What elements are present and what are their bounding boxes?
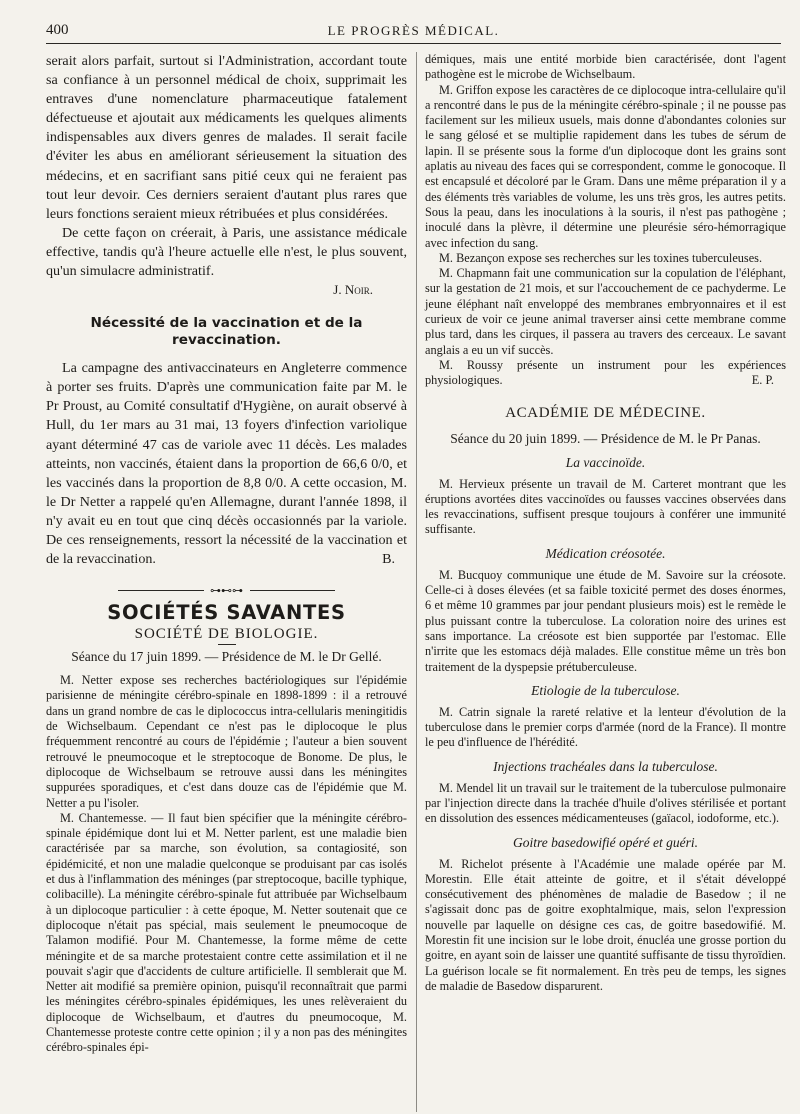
- page-number: 400: [46, 22, 69, 38]
- right-column: [416, 52, 786, 1112]
- goitre-paragraph: M. Richelot présente à l'Académie une malade opérée par M. Morestin. Elle était atteinte de goitre, et il s'était développé consécutivement des phénomènes de maladie de Basedow ; il ne s'agissait donc pas de goitre exophtalmique, mais, selon l'expression nouvelle par laquelle on désigne ces cas, de goitre basedowifié. M. Morestin fit une incision sur le lobe droit, énucléa une grosse portion du goitre, en ayant soin de laisser une quantité suffisante de tissu thyroïdien. La guérison locale se fit normalement. En très peu de temps, les signes de maladie de Basedow disparurent.: [425, 856, 786, 993]
- etiologie-paragraph: M. Catrin signale la rareté relative et la lenteur d'évolution de la tuberculose dans le premier corps d'armée (nord de la France). Il montre le peu d'influence de l'hérédité.: [425, 704, 786, 750]
- academy-session-line: Séance du 20 juin 1899. — Présidence de M. le Pr Panas.: [450, 430, 761, 446]
- roussy-text: M. Roussy présente un instrument pour les expériences physiologiques.: [425, 357, 786, 388]
- bezancon-paragraph: M. Bezançon expose ses recherches sur les toxines tuberculeuses.: [439, 250, 763, 265]
- roussy-signature: E. P.: [751, 373, 774, 388]
- assistance-paragraph: De cette façon on créerait, à Paris, une assistance médicale effective, tandis qu'à l'heure actuelle elle n'est, le plus souvent, qu'un simulacre administratif.: [46, 224, 407, 280]
- society-session-line: Séance du 17 juin 1899. — Présidence de M. le Dr Gellé.: [71, 649, 382, 665]
- vaccination-signature: B.: [382, 551, 395, 568]
- injections-paragraph: M. Mendel lit un travail sur le traitement de la tuberculose pulmonaire par l'injection directe dans la trachée d'huile d'olives stérilisée et portant en dissolution des essences médicamenteuses (gaïacol, iodoforme, etc.).: [425, 780, 786, 826]
- continuation-paragraph: démiques, mais une entité morbide bien caractérisée, dont l'agent pathogène est le microbe de Wichselbaum.: [425, 52, 786, 82]
- creosote-paragraph: M. Bucquoy communique une étude de M. Savoire sur la créosote. Celle-ci à doses élevées (et sa faible toxicité permet des doses énormes, 6 et même 10 grammes par jour pendant plusieurs mois) est le remède le plus puissant contre la tuberculose. La coloration noire des urines est sans importance. La créosote est bien supportée par l'estomac. Elle n'irrite que les estomacs déjà malades. Elle constitue même un très bon traitement de la dyspepsie prétuberculeuse.: [425, 567, 786, 674]
- subhead-vaccinoide: La vaccinoïde.: [565, 454, 646, 470]
- society-name: SOCIÉTÉ DE BIOLOGIE.: [134, 626, 319, 643]
- subhead-goitre: Goitre basedowifié opéré et guéri.: [512, 834, 699, 850]
- section-heading: SOCIÉTÉS SAVANTES: [107, 601, 346, 625]
- author-signature: J. Noir.: [333, 282, 373, 298]
- left-column: [46, 52, 407, 1112]
- running-title: LE PROGRÈS MÉDICAL.: [327, 23, 500, 38]
- vaccination-paragraph: [46, 359, 407, 569]
- vaccinoide-paragraph: M. Hervieux présente un travail de M. Carteret montrant que les éruptions avortées dites vaccinoïdes ou fausses vaccines observées dans les revaccinations, suffisent presque toujours à conférer une immunité suffisante.: [425, 476, 786, 537]
- chantemesse-paragraph: M. Chantemesse. — Il faut bien spécifier que la méningite cérébro-spinale épidémique dont lui et M. Netter parlent, est une maladie bien caractérisée par sa marche, son évolution, sa contagiosité, son épidémicité, et non une maladie quelconque se produisant par cas isolés et dus à l'inflammation des méninges (par streptocoque, bacille typhique, colibacille). La méningite cérébro-spinale fut attribuée par Wichselbaum à un diplocoque particulier : à cette époque, M. Netter soutenait que ce diplocoque n'était pas spécial, mais seulement le pneumocoque de Talamon modifié. Pour M. Chantemesse, la forme même de cette méningite et de sa marche protestaient contre cette assimilation et il ne pouvait s'agir que d'accidents de culture artificielle. Il semblerait que M. Netter ait modifié sa première opinion, puisqu'il reconnaîtrait que parmi les méningites cérébro-spinales épidémiques, les unes relèveraient du diplocoque de Wichselbaum, et d'autres du pneumocoque, M. Chantemesse proteste contre cette opinion ; il y a non pas des méningites cérébro-spinales épi-: [46, 810, 407, 1055]
- vaccination-article-title: Nécessité de la vaccination et de la revaccination.: [90, 315, 363, 349]
- subhead-creosote: Médication créosotée.: [545, 545, 666, 561]
- section-ornament: [118, 584, 335, 598]
- griffon-paragraph: M. Griffon expose les caractères de ce diplocoque intra-cellulaire qu'il a rencontré dans le pus de la méningite cérébro-spinale ; il ne pousse pas facilement sur les milieux usuels, mais donne d'abondantes colonies sur le sang gélosé et se multiplie rapidement dans les tubes de sérum de lapin. Il se présente sous la forme d'un diplocoque dont les grains sont aplatis au niveau des faces qui se correspondent, comme le gonocoque. Il est encapsulé et décoloré par le Gram. Dans une même préparation il y a des éléments très variables de volume, les uns très gros, les autres petits. Sous la peau, dans les inoculations à la souris, il n'est pas pathogène ; inoculé dans la plèvre, il détermine une pleurésie séro-hémorragique avec infection du sang.: [425, 82, 786, 250]
- page-header: [46, 20, 781, 44]
- ornament-knot: ⊶⊷⊶: [204, 584, 250, 598]
- subhead-etiologie: Etiologie de la tuberculose.: [531, 682, 680, 698]
- chapmann-paragraph: M. Chapmann fait une communication sur la copulation de l'éléphant, sur la gestation de 21 mois, et sur l'accouchement de ce pachyderme. Le jeune éléphant naît enveloppé des membranes embryonnaires et il est curieux de voir ce jeune animal traverser ainsi cette membrane comme plus tard, dans les cirques, il passera au travers des cerceaux. Le savant anglais a eu un vif succès.: [425, 266, 786, 357]
- academy-title: ACADÉMIE DE MÉDECINE.: [505, 404, 706, 421]
- vaccination-text: La campagne des antivaccinateurs en Angleterre commence à porter ses fruits. D'après une communication faite par M. le Pr Proust, au Comité consultatif d'Hygiène, on aurait observé à Hull, du 1er mars au 31 mai, 13 foyers d'infection variolique ayant déterminé 47 cas de variole avec 11 décès. Les malades atteints, non vaccinés, étaient dans la proportion de 66,6 0/0, et les vaccinés dans la proportion de 8,8 0/0. A cette occasion, M. le Dr Netter a rappelé qu'en Allemagne, durant l'année 1898, il n'y avait eu en tout que cinq décès occasionnés par la variole. De ces renseignements, ressort la nécessité de la vaccination et de la revaccination.: [46, 360, 407, 568]
- roussy-paragraph: [425, 358, 786, 389]
- intro-paragraph: serait alors parfait, surtout si l'Administration, accordant toute sa confiance à un personnel médical de choix, supprimait les entraves d'une nomenclature pharmaceutique fatalement défectueuse et ajoutait aux médicaments les quelques aliments indispensables aux divers genres de malades. Il serait facile d'éviter les abus en améliorant sérieusement la situation des médecins, et en sacrifiant sans pitié ceux qui ne feraient pas tout leur devoir. Ces derniers seraient d'autant plus rares que leurs fonctions seraient mieux rétribuées et plus considérées.: [46, 53, 407, 222]
- subhead-injections: Injections trachéales dans la tuberculose.: [493, 758, 718, 774]
- short-rule: [218, 644, 236, 645]
- netter-paragraph: M. Netter expose ses recherches bactériologiques sur l'épidémie parisienne de méningite cérébro-spinale en 1898-1899 : il a retrouvé dans un grand nombre de cas le diplococcus intra-cellularis meningitidis de Wichselbaum. Cependant ce n'est pas le diplocoque le plus fréquemment rencontré au cours de l'épidémie ; l'auteur a bien souvent retrouvé le pneumocoque et le streptocoque de Bonome. De plus, le diplocoque de Wichselbaum se retrouve aussi dans les méningites suppurées sporadiques, et c'est dans douze cas de l'épidémie que M. Netter a pu l'isoler.: [46, 673, 407, 810]
